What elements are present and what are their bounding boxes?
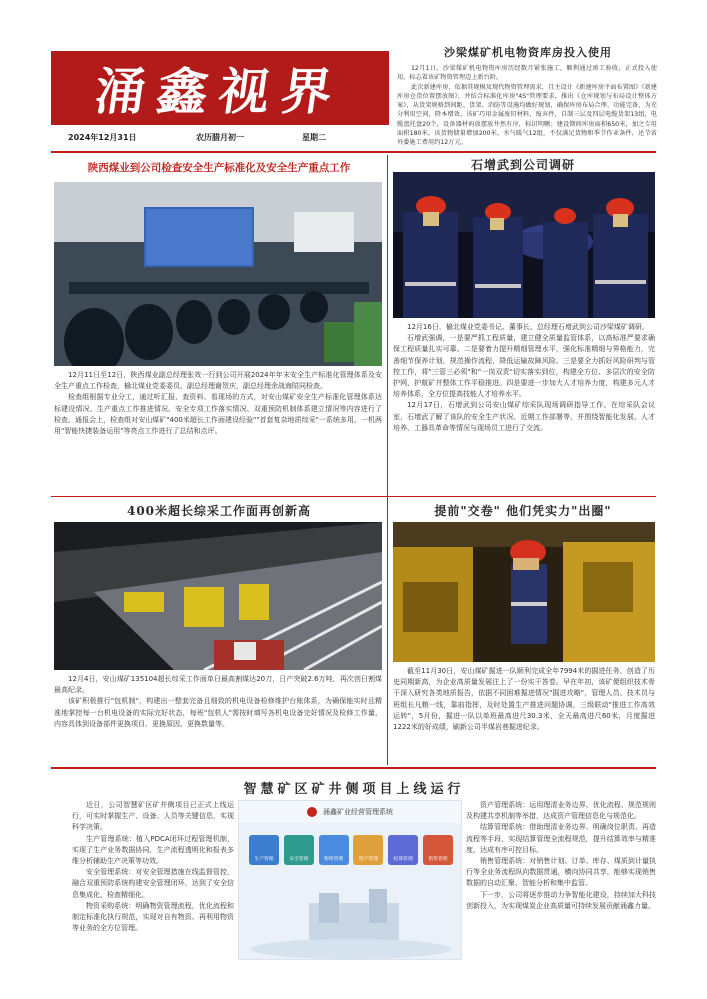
module-safety[interactable] (284, 835, 314, 865)
article-2-para-1: 12月16日，榆北煤业党委书记、董事长、总经理石增武到公司沙梁煤矿调研。 (407, 323, 649, 331)
mine-inspection-photo (393, 172, 655, 318)
article-5-left-body (72, 800, 234, 934)
article-1-title: 陕西煤业到公司检查安全生产标准化及安全生产重点工作 (87, 162, 351, 174)
article-4-para-1: 截至11月30日，安山煤矿掘进一队顺利完成全年7994米的掘进任务，创造了历史同期新高，为企业高质量发展注上了一份实干答卷。早在年初，该矿便组织技术骨干深入研究各类地质报告，依据不同困难掘进情况"掘进攻略"，管理人员、技术员与班组长凡粮一线，靠前指挥，及时处置生产推进问题协调，三级联动"推进工作高效运转"，5月份，掘进一队以单班最高进尺30.3米，全天最高进尺60米，月度掘进1222米的好成绩，刷新公司半煤岩巷掘进纪录。 (393, 667, 655, 732)
masthead-title: 涌鑫视界 (91, 62, 348, 121)
system-logo-icon (307, 807, 317, 817)
article-3-body (54, 674, 382, 730)
module-production[interactable] (249, 835, 279, 865)
row-divider (51, 496, 656, 497)
module-materials[interactable] (319, 835, 349, 865)
article-2-para-3: 12月17日，石增武到公司安山煤矿综采队现场调研指导工作。在综采队会议室，石增武了解了该队的安全生产状况、近期工作部署等，并围绕智能化发展、人才培养、工器具革命等情况与现场员工进行了交流。 (393, 401, 655, 432)
article-2-body (393, 322, 655, 434)
tunneling-photo (393, 522, 655, 662)
article-3-title: 400米超长综采工作面再创新高 (126, 504, 312, 518)
article-5-right-para-1: 资产管理系统：运用理清业务边界、优化流程、规范规则及构建共享机制等举措，达成资产管理信息化与规范化。 (466, 801, 656, 821)
article-5-left-para-2: 生产管理系统：植入PDCA闭环过程管理机制，实现了生产业务数据协同，生产流程透明化和报表多维分析辅助生产决策等功效。 (72, 834, 234, 866)
module-safety-label: 安全管理 (289, 857, 309, 862)
weekday: 星期二 (302, 133, 326, 142)
top-article-body (397, 64, 657, 148)
issue-date: 2024年12月31日 (68, 133, 137, 142)
system-screen-header (239, 801, 461, 823)
bottom-rule (51, 767, 656, 769)
module-settlement-label: 结算管理 (393, 857, 413, 862)
column-divider (387, 155, 388, 765)
lunar-date: 农历腊月初一 (196, 133, 244, 142)
article-5-left-para-1: 近日，公司智慧矿区矿井侧项目已正式上线运行，可实时掌握生产、设备、人员等关键信息，实现科学决策。 (72, 801, 234, 832)
module-production-label: 生产管理 (254, 857, 274, 862)
top-article-title: 沙梁煤矿机电物资库房投入使用 (444, 46, 612, 59)
module-sales-label: 销售管理 (428, 857, 448, 862)
article-5-left-para-3: 安全管理系统：对安全管理措施在线监督管控，融合双重预防系统构建安全管理闭环，达到了安全信息集成化，检查精细化。 (72, 868, 234, 899)
article-4-title: 提前"交卷" 他们凭实力"出圈" (434, 504, 612, 518)
masthead-rule (51, 151, 656, 153)
article-5-left-para-4: 物资采购系统：明确物资管理流程，优化流程和制定标准化执行规范，实现对自有物资、再利用物资等业务的全方位管理。 (72, 901, 234, 933)
article-4-body (393, 666, 655, 733)
masthead-banner (51, 51, 389, 125)
module-sales[interactable] (423, 835, 453, 865)
meeting-photo (54, 182, 382, 366)
article-2-para-2: 石增武强调，一是要严抓工程质量，建立健全质量监管体系，以高标准严要求确保工程质量扎实可靠。二是要着力提升精细管理水平，强化标准精细与界格能力，完善细节保养计划，规范操作流程，降低运输故障风险。三是要全力抓好风险研判与管控工作，将"三管三必须"和"一岗双责"切实落实到位，构建全方位、多层次的安全防护网，护航矿井整体工作平稳推进。四是要进一步加大人才培养力度，构建多元人才培养体系，全方位提高技能人才培养水平。 (393, 334, 655, 399)
top-article-para-2: 此次新建库房，依据其规模及现代物资管理需求，且主设计《新建库房平面布置图》《新建库房仓货位置摆放图》，并结合标准化库房"4S"管理要求，推出《仓库规划与布局设计整体方案》，从货架规格到间距、货架、消防等设施均做好规划，确保库房布局合理、功能完备、为充分利用空间，降本增效，该矿巧用金属废旧材料，废弃件，自制三层及四层电缆货架13组，电缆盘托盘20个，设备器材码放摆放井然有序，标识明晰；建设期间库房面积650米，加之专用面积180米，该货物储量增加200米，水气暖气12组，不仅满足货物和季节作业条件，还节省外委施工费用约12万元。 (397, 83, 657, 147)
article-1-body (54, 370, 382, 437)
article-3-para-2: 该矿积极推行"包机制"，构建出一整套完备且细致的机电设备检修维护台账体系，为确保能实时且精准地掌控每一台机电设备的实际完好状态，每班"包机人"需按时填写各机电设备完好情况及检修工作量，内容具体到设备部件更换项目、更换原因、更换数量等。 (54, 697, 382, 728)
article-5-right-body (466, 800, 656, 912)
module-assets[interactable] (353, 835, 383, 865)
module-settlement[interactable] (388, 835, 418, 865)
article-5-right-para-4: 下一步，公司将逐步推动力争智能化建设，持续加大科技创新投入，为实现煤炭企业高质量可持续发展贡献涌鑫力量。 (466, 890, 656, 910)
system-module-row (249, 835, 453, 865)
longwall-photo (54, 522, 382, 670)
article-1-para-2: 检查组根据专业分工，通过听汇报、查资料、看现场的方式，对安山煤矿安全生产标准化管理体系达标建设情况、生产重点工作推进情况、安全专项工作落实情况、双重预防机制体系建立情况等内容进行了检查。通报会上，检查组对安山煤矿"400米超长工作面建设经验""首套复杂地质综采"一系统多用、一机两用"智能快捷装备运用"等亮点工作进行了总结和点评。 (54, 393, 382, 436)
article-5-title: 智慧矿区矿井侧项目上线运行 (243, 782, 465, 797)
article-5-right-para-3: 销售管理系统：对销售计划、订单、库存、煤质到计量执行等全业务流程纵向数据贯通，横向协同共享，能够实现销售数据的自动汇聚、智能分析和集中监管。 (466, 857, 656, 888)
article-2-title: 石增武到公司调研 (470, 158, 575, 172)
system-screen-title: 涌鑫矿业经营管理系统 (323, 808, 393, 816)
article-1-para-1: 12月11日至12日，陕西煤业副总经理张效一行到公司开展2024年年末安全生产标准化管理体系及安全生产重点工作检查，榆北煤业党委委员、副总经理谢贺庆，副总经理余战海陪同检查。 (54, 371, 382, 391)
system-screenshot (238, 800, 462, 960)
module-assets-label: 资产管理 (358, 857, 378, 862)
date-bar (68, 132, 388, 144)
module-materials-label: 物资管理 (323, 857, 344, 862)
top-article-para-1: 12月1日，沙梁煤矿机电物资库房历经数月紧张施工，顺利通过竣工验收，正式投入使用，标志着该矿物资管理迈上新台阶。 (397, 65, 657, 82)
article-3-para-1: 12月4日，安山煤矿135104超长综采工作面单日最高割煤达20刀，日产突破2.6万吨，再次创日割煤最高纪录。 (54, 675, 382, 695)
article-5-right-para-2: 结算管理系统：借助理清业务边界、明确岗位职责、再造流程等手段，实现结算管理全流程规范，提升结算效率与精准度，达成有序可控目标。 (466, 823, 656, 854)
